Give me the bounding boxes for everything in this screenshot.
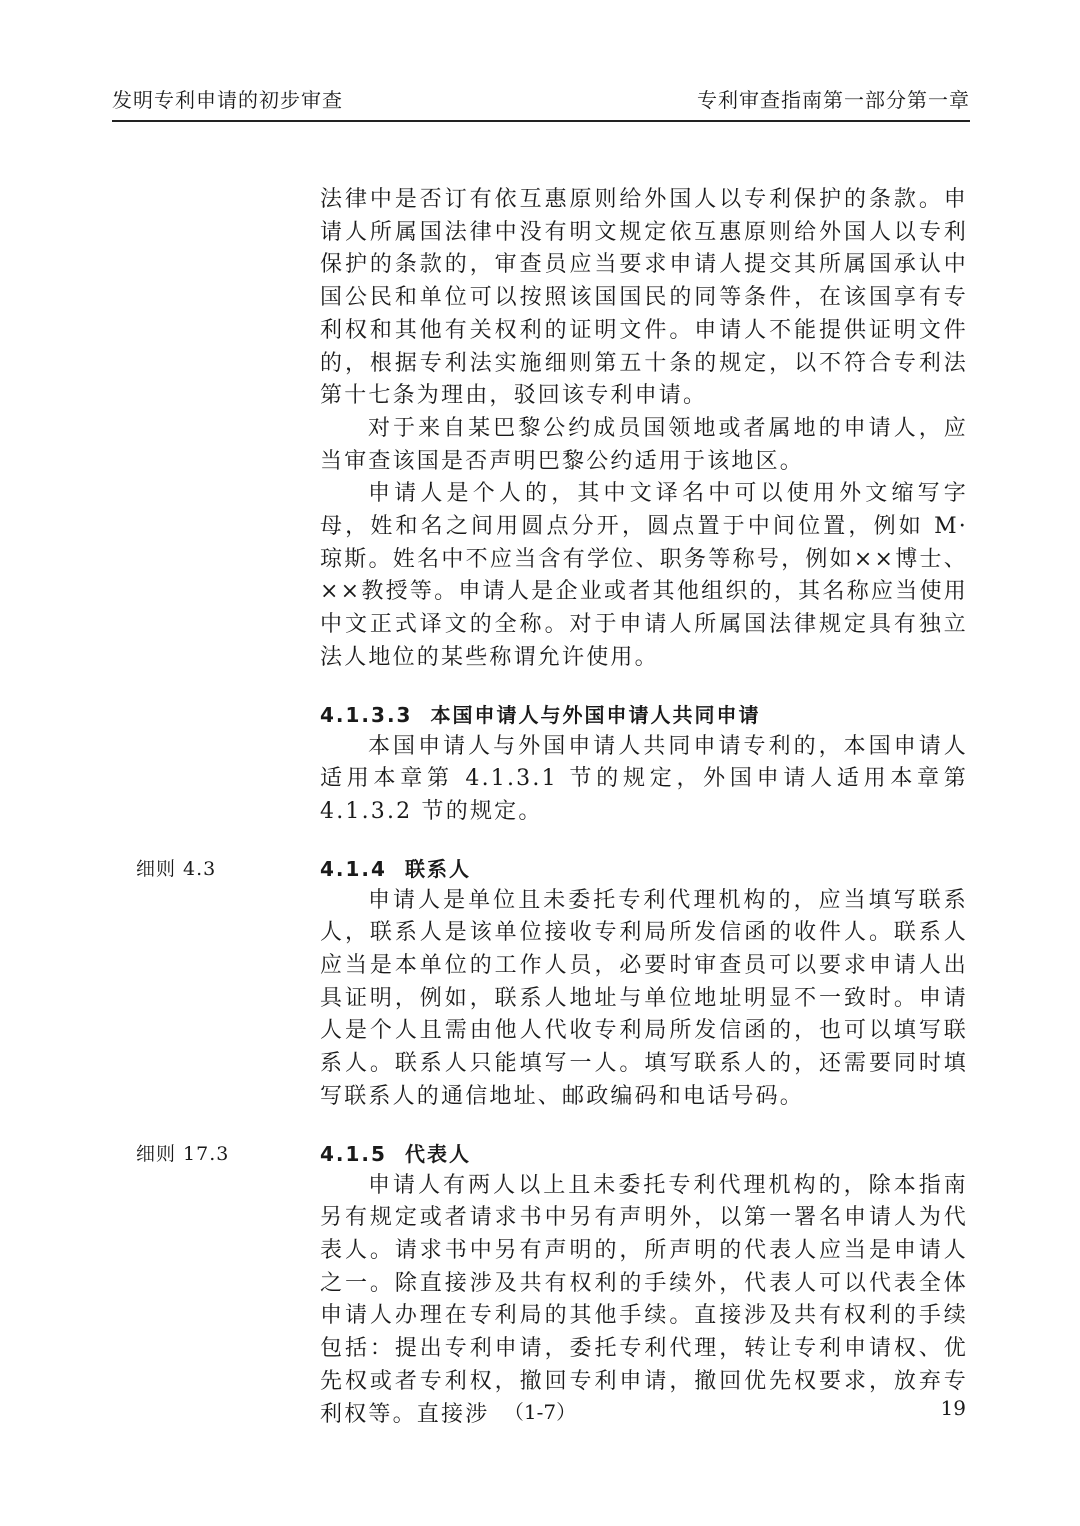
section-text-4133: 本国申请人与外国申请人共同申请专利的，本国申请人适用本章第 4.1.3.1 节的规定，外国申请人适用本章第 4.1.3.2 节的规定。 [320,733,968,824]
footer-page-number: 19 [940,1396,966,1420]
running-header [112,86,970,120]
paragraph-paris-convention: 对于来自某巴黎公约成员国领地或者属地的申请人，应当审查该国是否声明巴黎公约适用于该地区。 [320,415,968,474]
page-body [136,184,968,1431]
section-text-414: 申请人是单位且未委托专利代理机构的，应当填写联系人，联系人是该单位接收专利局所发信函的收件人。联系人应当是本单位的工作人员，必要时审查员可以要求申请人出具证明，例如，联系人地址与单位地址明显不一致时。申请人是个人且需由他人代收专利局所发信函的，也可以填写联系人。联系人只能填写一人。填写联系人的，还需要同时填写联系人的通信地址、邮政编码和电话号码。 [320,887,968,1109]
paragraph-reciprocity: 法律中是否订有依互惠原则给外国人以专利保护的条款。申请人所属国法律中没有明文规定依互惠原则给外国人以专利保护的条款的，审查员应当要求申请人提交其所属国承认中国公民和单位可以按照该国国民的同等条件，在该国享有专利权和其他有关权利的证明文件。申请人不能提供证明文件的，根据专利法实施细则第五十条的规定，以不符合专利法第十七条为理由，驳回该专利申请。 [320,187,968,409]
section-number: 4.1.4 [320,856,387,881]
header-guide-title: 专利审查指南第一部分第一章 [697,88,970,112]
margin-note-rule: 细则 4.3 [136,857,217,880]
section-number: 4.1.5 [320,1141,387,1166]
header-divider [112,120,970,122]
section-heading-415 [136,1138,968,1170]
margin-note-rule: 细则 17.3 [136,1142,230,1165]
paragraph-applicant-name: 申请人是个人的，其中文译名中可以使用外文缩写字母，姓和名之间用圆点分开，圆点置于中间位置，例如 M· 琼斯。姓名中不应当含有学位、职务等称号，例如××博士、××教授等。申请人是企业或者其他组织的，其名称应当使用中文正式译文的全称。对于申请人所属国法律规定具有独立法人地位的某些称谓允许使用。 [320,481,968,670]
header-chapter-title: 发明专利申请的初步审查 [112,88,343,112]
section-title: 本国申请人与外国申请人共同申请 [430,702,761,727]
section-title: 联系人 [404,856,471,881]
footer-section-page: （1-7） [503,1400,577,1424]
section-title: 代表人 [404,1141,471,1166]
section-text-415: 申请人有两人以上且未委托专利代理机构的，除本指南另有规定或者请求书中另有声明外，以第一署名申请人为代表人。请求书中另有声明的，所声明的代表人应当是申请人之一。除直接涉及共有权利的手续外，代表人可以代表全体申请人办理在专利局的其他手续。直接涉及共有权利的手续包括：提出专利申请，委托专利代理，转让专利申请权、优先权或者专利权，撤回专利申请，撤回优先权要求，放弃专利权等。直接涉 [320,1172,968,1427]
section-heading-4133 [320,699,968,731]
section-heading-414 [136,853,968,885]
section-number: 4.1.3.3 [320,702,413,727]
